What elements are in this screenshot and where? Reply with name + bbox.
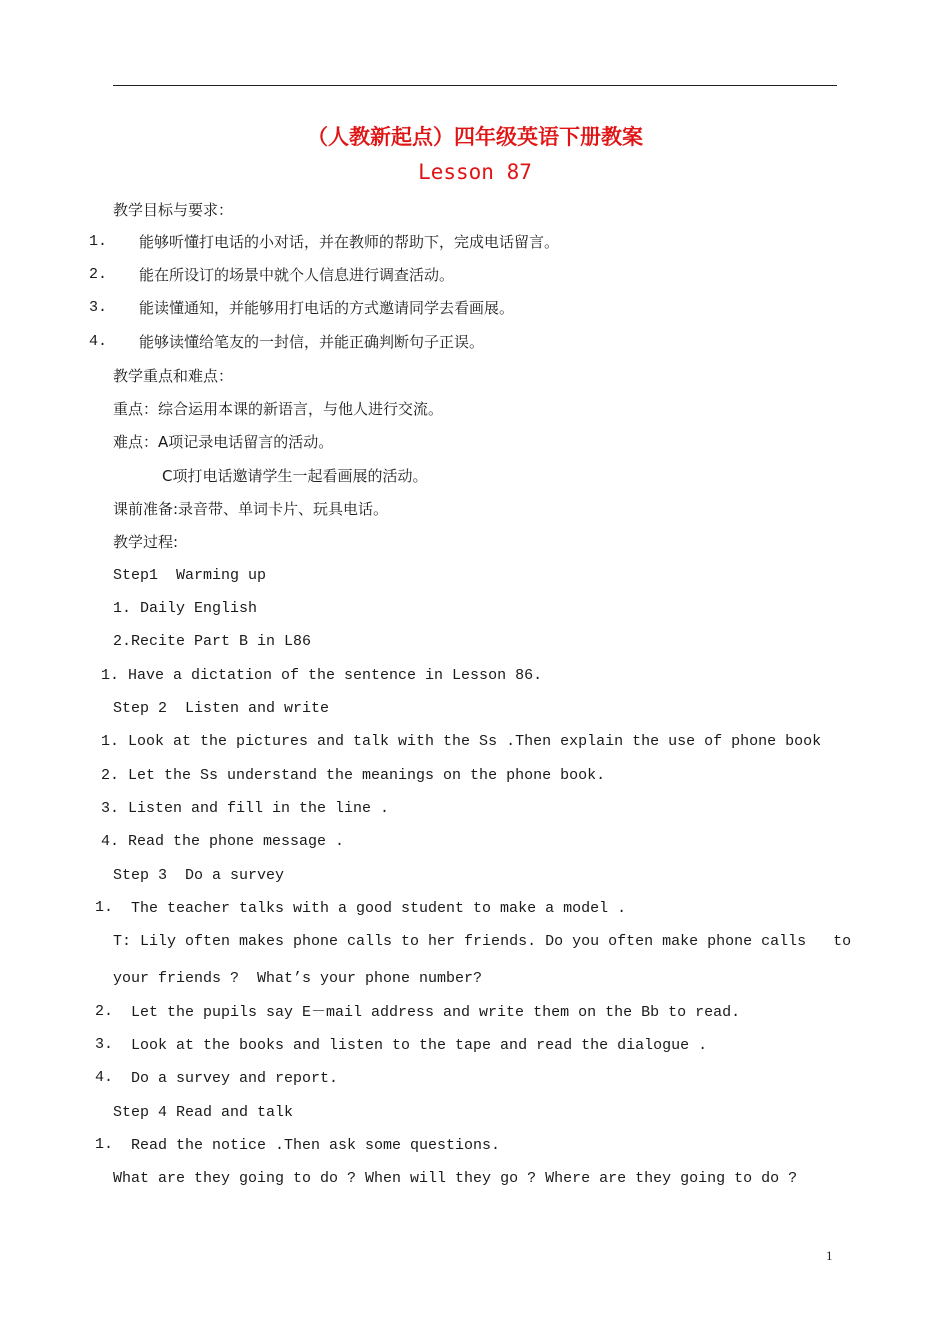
difficult-point-c: C项打电话邀请学生一起看画展的活动。 bbox=[162, 467, 428, 485]
step4-item-number: 1. bbox=[95, 1136, 114, 1153]
preparation: 课前准备:录音带、单词卡片、玩具电话。 bbox=[113, 500, 389, 518]
step1-item: 2.Recite Part B in L86 bbox=[113, 633, 312, 650]
page-number: 1 bbox=[826, 1248, 833, 1263]
step3-item-number: 2. bbox=[95, 1003, 114, 1020]
objective-number: 3. bbox=[89, 299, 108, 316]
step3-item-number: 3. bbox=[95, 1036, 114, 1053]
dialogue-line: your friends ? What’s your phone number? bbox=[113, 970, 483, 987]
step2-item: 3. Listen and fill in the line . bbox=[101, 800, 390, 817]
objective-item: 能在所设订的场景中就个人信息进行调查活动。 bbox=[139, 266, 455, 284]
step1-item: 1. Have a dictation of the sentence in Lesson 86. bbox=[101, 667, 543, 684]
step1-title: Step1 Warming up bbox=[113, 567, 267, 584]
step3-item-number: 1. bbox=[95, 899, 114, 916]
difficult-point-a: 难点：A项记录电话留言的活动。 bbox=[113, 433, 334, 451]
lesson-title: Lesson 87 bbox=[418, 160, 532, 184]
step2-item: 4. Read the phone message . bbox=[101, 833, 345, 850]
step4-title: Step 4 Read and talk bbox=[113, 1104, 294, 1121]
step1-item: 1. Daily English bbox=[113, 600, 258, 617]
step3-title: Step 3 Do a survey bbox=[113, 867, 285, 884]
step3-item: Let the pupils say E－mail address and write them on the Bb to read. bbox=[131, 1004, 741, 1021]
document-title: （人教新起点）四年级英语下册教案 bbox=[307, 125, 643, 149]
step3-item-number: 4. bbox=[95, 1069, 114, 1086]
objective-number: 2. bbox=[89, 266, 108, 283]
objective-item: 能够读懂给笔友的一封信，并能正确判断句子正误。 bbox=[139, 333, 485, 351]
objective-number: 4. bbox=[89, 333, 108, 350]
step3-item: The teacher talks with a good student to make a model . bbox=[131, 900, 627, 917]
step2-item: 2. Let the Ss understand the meanings on the phone book. bbox=[101, 767, 606, 784]
step3-item: Do a survey and report. bbox=[131, 1070, 339, 1087]
step2-title: Step 2 Listen and write bbox=[113, 700, 330, 717]
objective-item: 能读懂通知，并能够用打电话的方式邀请同学去看画展。 bbox=[139, 299, 515, 317]
dialogue-line: T: Lily often makes phone calls to her friends. Do you often make phone calls to bbox=[113, 933, 852, 950]
process-heading: 教学过程: bbox=[113, 533, 179, 551]
step2-item: 1. Look at the pictures and talk with the Ss .Then explain the use of phone book bbox=[101, 733, 822, 750]
step4-questions: What are they going to do ? When will they go ? Where are they going to do ? bbox=[113, 1170, 798, 1187]
key-point: 重点：综合运用本课的新语言，与他人进行交流。 bbox=[113, 400, 444, 418]
header-rule bbox=[113, 85, 837, 86]
objective-item: 能够听懂打电话的小对话，并在教师的帮助下，完成电话留言。 bbox=[139, 233, 560, 251]
objectives-heading: 教学目标与要求： bbox=[113, 201, 234, 219]
key-points-heading: 教学重点和难点： bbox=[113, 367, 234, 385]
objective-number: 1. bbox=[89, 233, 108, 250]
step4-item: Read the notice .Then ask some questions. bbox=[131, 1137, 501, 1154]
step3-item: Look at the books and listen to the tape and read the dialogue . bbox=[131, 1037, 708, 1054]
